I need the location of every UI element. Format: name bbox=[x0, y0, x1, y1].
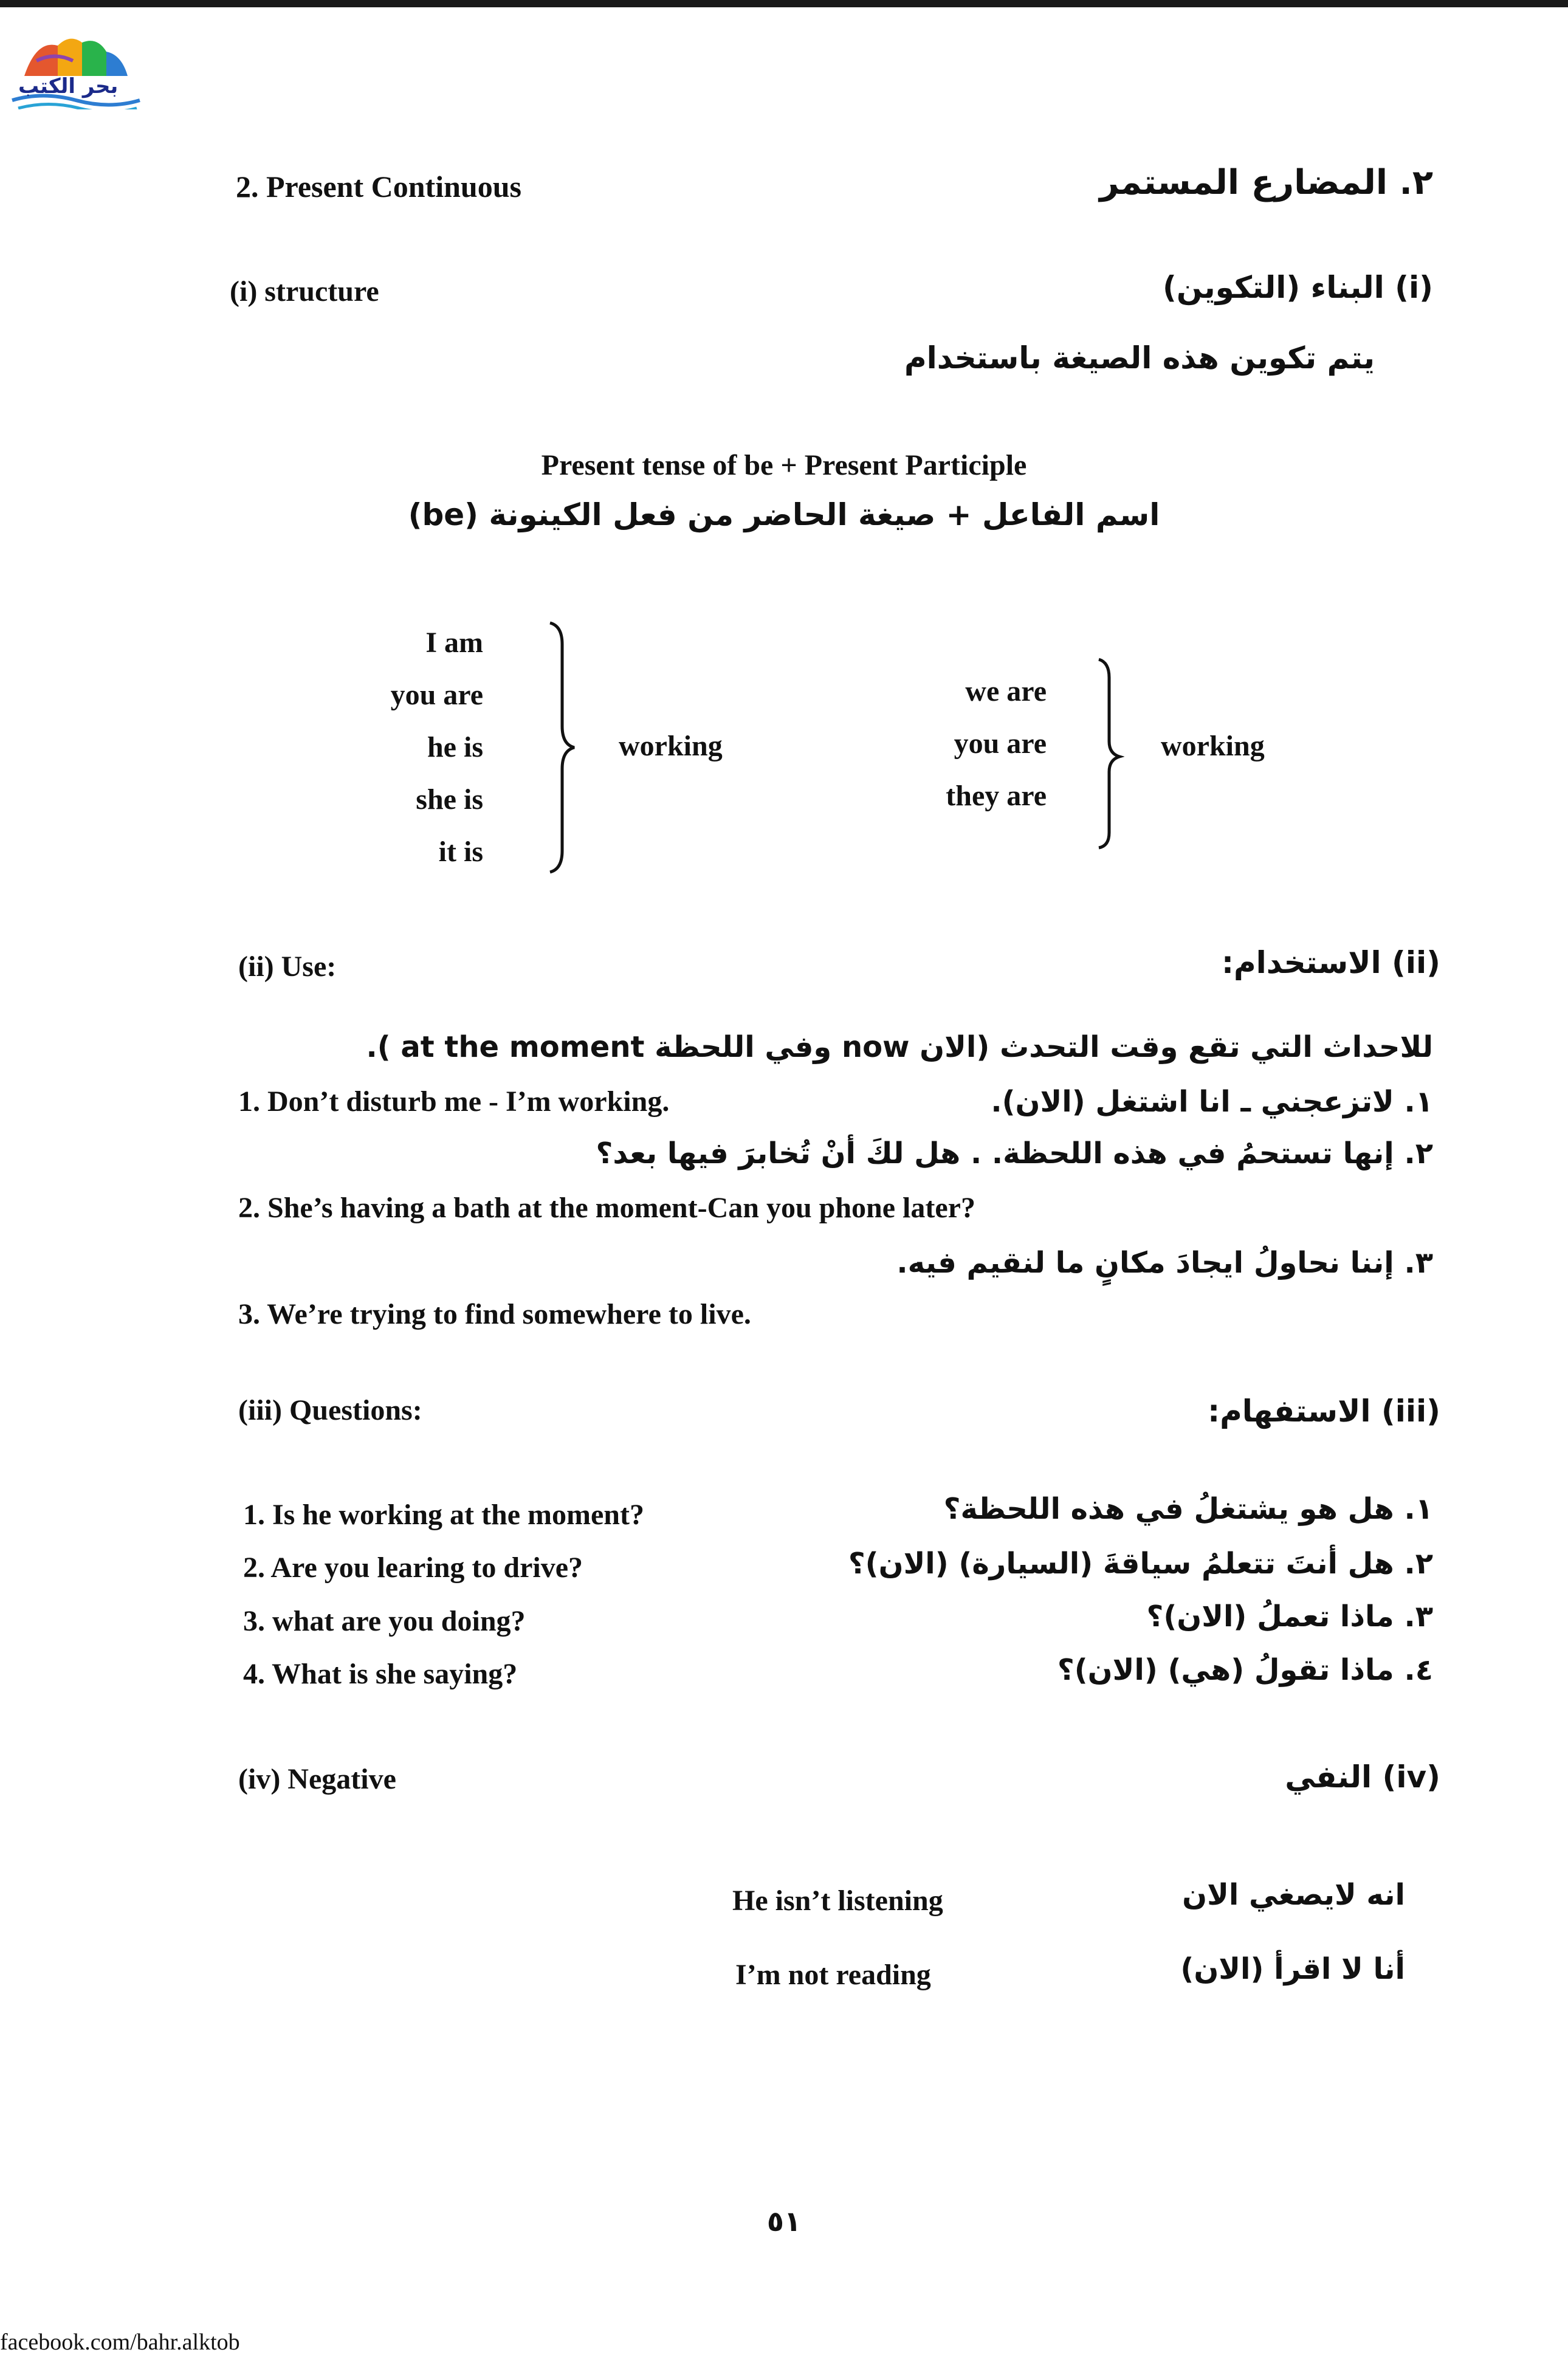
negative-example-en: I’m not reading bbox=[735, 1959, 931, 1991]
use-example-1-ar: ١. لاتزعجني ـ انا اشتغل (الان). bbox=[991, 1085, 1433, 1119]
bahr-alkotob-logo bbox=[0, 18, 152, 109]
structure-intro-ar: يتم تكوين هذه الصيغة باستخدام bbox=[904, 340, 1375, 376]
use-intro-ar: للاحداث التي تقع وقت التحدث (الان now وفي اللحظة at the moment ). bbox=[366, 1030, 1433, 1064]
use-example-2-ar: ٢. إنها تستحمُ في هذه اللحظة. . هل لكَ أنْ تُخابرَ فيها بعد؟ bbox=[596, 1136, 1433, 1170]
pronoun-be-form: they are bbox=[946, 780, 1047, 812]
top-scan-edge bbox=[0, 0, 1568, 7]
pronoun-be-form: it is bbox=[438, 836, 483, 868]
question-en: 2. Are you learing to drive? bbox=[243, 1552, 583, 1584]
formula-ar: اسم الفاعل + صيغة الحاضر من فعل الكينونة (be) bbox=[408, 497, 1160, 532]
question-en: 1. Is he working at the moment? bbox=[243, 1499, 644, 1531]
pronoun-be-form: you are bbox=[954, 727, 1047, 760]
formula-en: Present tense of be + Present Participle bbox=[541, 449, 1027, 481]
use-label-en: (ii) Use: bbox=[238, 950, 337, 983]
question-ar: ١. هل هو يشتغلُ في هذه اللحظة؟ bbox=[943, 1492, 1433, 1526]
page-number: ٥١ bbox=[766, 2205, 802, 2238]
question-ar: ٢. هل أنتَ تتعلمُ سياقةَ (السيارة) (الان)؟ bbox=[848, 1547, 1433, 1581]
pronoun-be-form: we are bbox=[965, 675, 1047, 707]
pronoun-be-form: you are bbox=[390, 679, 483, 711]
logo-text: بحر الكتب bbox=[18, 74, 119, 98]
use-example-3-en: 3. We’re trying to find somewhere to live. bbox=[238, 1298, 751, 1330]
structure-label-ar: (i) البناء (التكوين) bbox=[1163, 270, 1433, 305]
negative-label-ar: (iv) النفي bbox=[1285, 1759, 1440, 1795]
questions-label-ar: (iii) الاستفهام: bbox=[1208, 1394, 1440, 1429]
question-en: 3. what are you doing? bbox=[243, 1605, 526, 1637]
section-title-en: 2. Present Continuous bbox=[236, 170, 521, 204]
verb-working-right: working bbox=[1161, 730, 1265, 762]
question-en: 4. What is she saying? bbox=[243, 1658, 518, 1690]
right-brace bbox=[1094, 656, 1124, 851]
negative-label-en: (iv) Negative bbox=[238, 1763, 396, 1795]
pronoun-be-form: she is bbox=[416, 783, 483, 816]
questions-label-en: (iii) Questions: bbox=[238, 1394, 422, 1426]
use-example-3-ar: ٣. إننا نحاولُ ايجادَ مكانٍ ما لنقيم فيه. bbox=[896, 1246, 1433, 1280]
negative-example-en: He isn’t listening bbox=[732, 1885, 943, 1917]
verb-working-left: working bbox=[619, 730, 723, 762]
use-example-2-en: 2. She’s having a bath at the moment-Can you phone later? bbox=[238, 1192, 975, 1224]
structure-label-en: (i) structure bbox=[230, 275, 379, 308]
use-label-ar: (ii) الاستخدام: bbox=[1221, 945, 1440, 980]
negative-example-ar: انه لايصغي الان bbox=[1182, 1878, 1405, 1912]
question-ar: ٤. ماذا تقولُ (هي) (الان)؟ bbox=[1057, 1653, 1433, 1687]
footer-facebook-link[interactable]: facebook.com/bahr.alktob bbox=[0, 2329, 240, 2355]
pronoun-be-form: he is bbox=[427, 731, 483, 763]
pronoun-be-form: I am bbox=[425, 627, 483, 659]
negative-example-ar: أنا لا اقرأ (الان) bbox=[1180, 1952, 1405, 1986]
use-example-1-en: 1. Don’t disturb me - I’m working. bbox=[238, 1085, 670, 1118]
section-title-ar: ٢. المضارع المستمر bbox=[1099, 163, 1433, 202]
question-ar: ٣. ماذا تعملُ (الان)؟ bbox=[1146, 1600, 1433, 1634]
left-brace bbox=[544, 620, 580, 875]
